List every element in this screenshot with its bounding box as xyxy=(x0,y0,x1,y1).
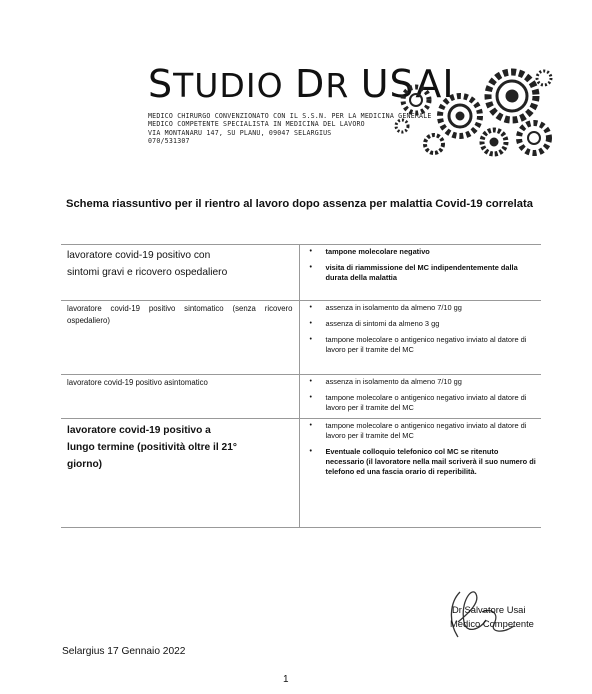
table-row xyxy=(61,419,541,528)
list-item: • tampone molecolare o antigenico negativo inviato al datore di lavoro per il tramite del MC xyxy=(310,335,538,355)
letterhead-line: VIA MONTANARU 147, SU PLANU, 09047 SELARGIUS xyxy=(148,128,332,137)
brand-name: STUDIO DR USAI xyxy=(148,62,455,106)
condition-cell xyxy=(61,419,299,528)
condition-text: giorno) xyxy=(67,459,103,470)
document-title: Schema riassuntivo per il rientro al lavoro dopo assenza per malattia Covid-19 correlata xyxy=(66,198,533,210)
requirements-cell xyxy=(299,375,541,419)
condition-cell xyxy=(61,301,299,375)
condition-text: lavoratore covid-19 positivo sintomatico (senza ricovero ospedaliero) xyxy=(67,304,293,325)
list-item: • tampone molecolare o antigenico negativo inviato al datore di lavoro per il tramite del MC xyxy=(310,421,538,441)
condition-text: lavoratore covid-19 positivo con xyxy=(67,250,211,261)
summary-table xyxy=(61,244,541,528)
table-row xyxy=(61,301,541,375)
signer-role: Medico Competente xyxy=(450,618,534,629)
page-number: 1 xyxy=(283,674,289,685)
gears-logo-icon xyxy=(394,66,554,162)
condition-text: sintomi gravi e ricovero ospedaliero xyxy=(67,267,228,278)
letterhead-line: MEDICO CHIRURGO CONVENZIONATO CON IL S.S.N. PER LA MEDICINA GENERALE xyxy=(148,112,432,120)
list-item: • assenza in isolamento da almeno 7/10 gg xyxy=(310,377,538,387)
letterhead-line: 070/531307 xyxy=(148,137,190,146)
signer-name: Dr Salvatore Usai xyxy=(452,604,526,615)
condition-cell xyxy=(61,245,299,301)
condition-text: lavoratore covid-19 positivo a xyxy=(67,425,211,436)
letterhead-line: MEDICO COMPETENTE SPECIALISTA IN MEDICINA DEL LAVORO xyxy=(148,120,365,129)
list-item: • Eventuale colloquio telefonico col MC se ritenuto necessario (il lavoratore nella mail scriverà il suo numero di telefono ed una fascia orario di reperibilità. xyxy=(310,447,538,477)
condition-cell xyxy=(61,375,299,419)
document-date: Selargius 17 Gennaio 2022 xyxy=(62,646,186,657)
condition-text: lungo termine (positività oltre il 21° xyxy=(67,442,237,453)
list-item: • tampone molecolare o antigenico negativo inviato al datore di lavoro per il tramite del MC xyxy=(310,393,538,413)
list-item: • tampone molecolare negativo xyxy=(310,247,538,257)
table-row xyxy=(61,245,541,301)
requirements-cell xyxy=(299,419,541,528)
requirements-cell xyxy=(299,301,541,375)
condition-text: lavoratore covid-19 positivo asintomatico xyxy=(67,378,208,387)
requirements-cell xyxy=(299,245,541,301)
list-item: • visita di riammissione del MC indipendentemente dalla durata della malattia xyxy=(310,263,538,283)
list-item: • assenza in isolamento da almeno 7/10 gg xyxy=(310,303,538,313)
list-item: • assenza di sintomi da almeno 3 gg xyxy=(310,319,538,329)
table-row xyxy=(61,375,541,419)
